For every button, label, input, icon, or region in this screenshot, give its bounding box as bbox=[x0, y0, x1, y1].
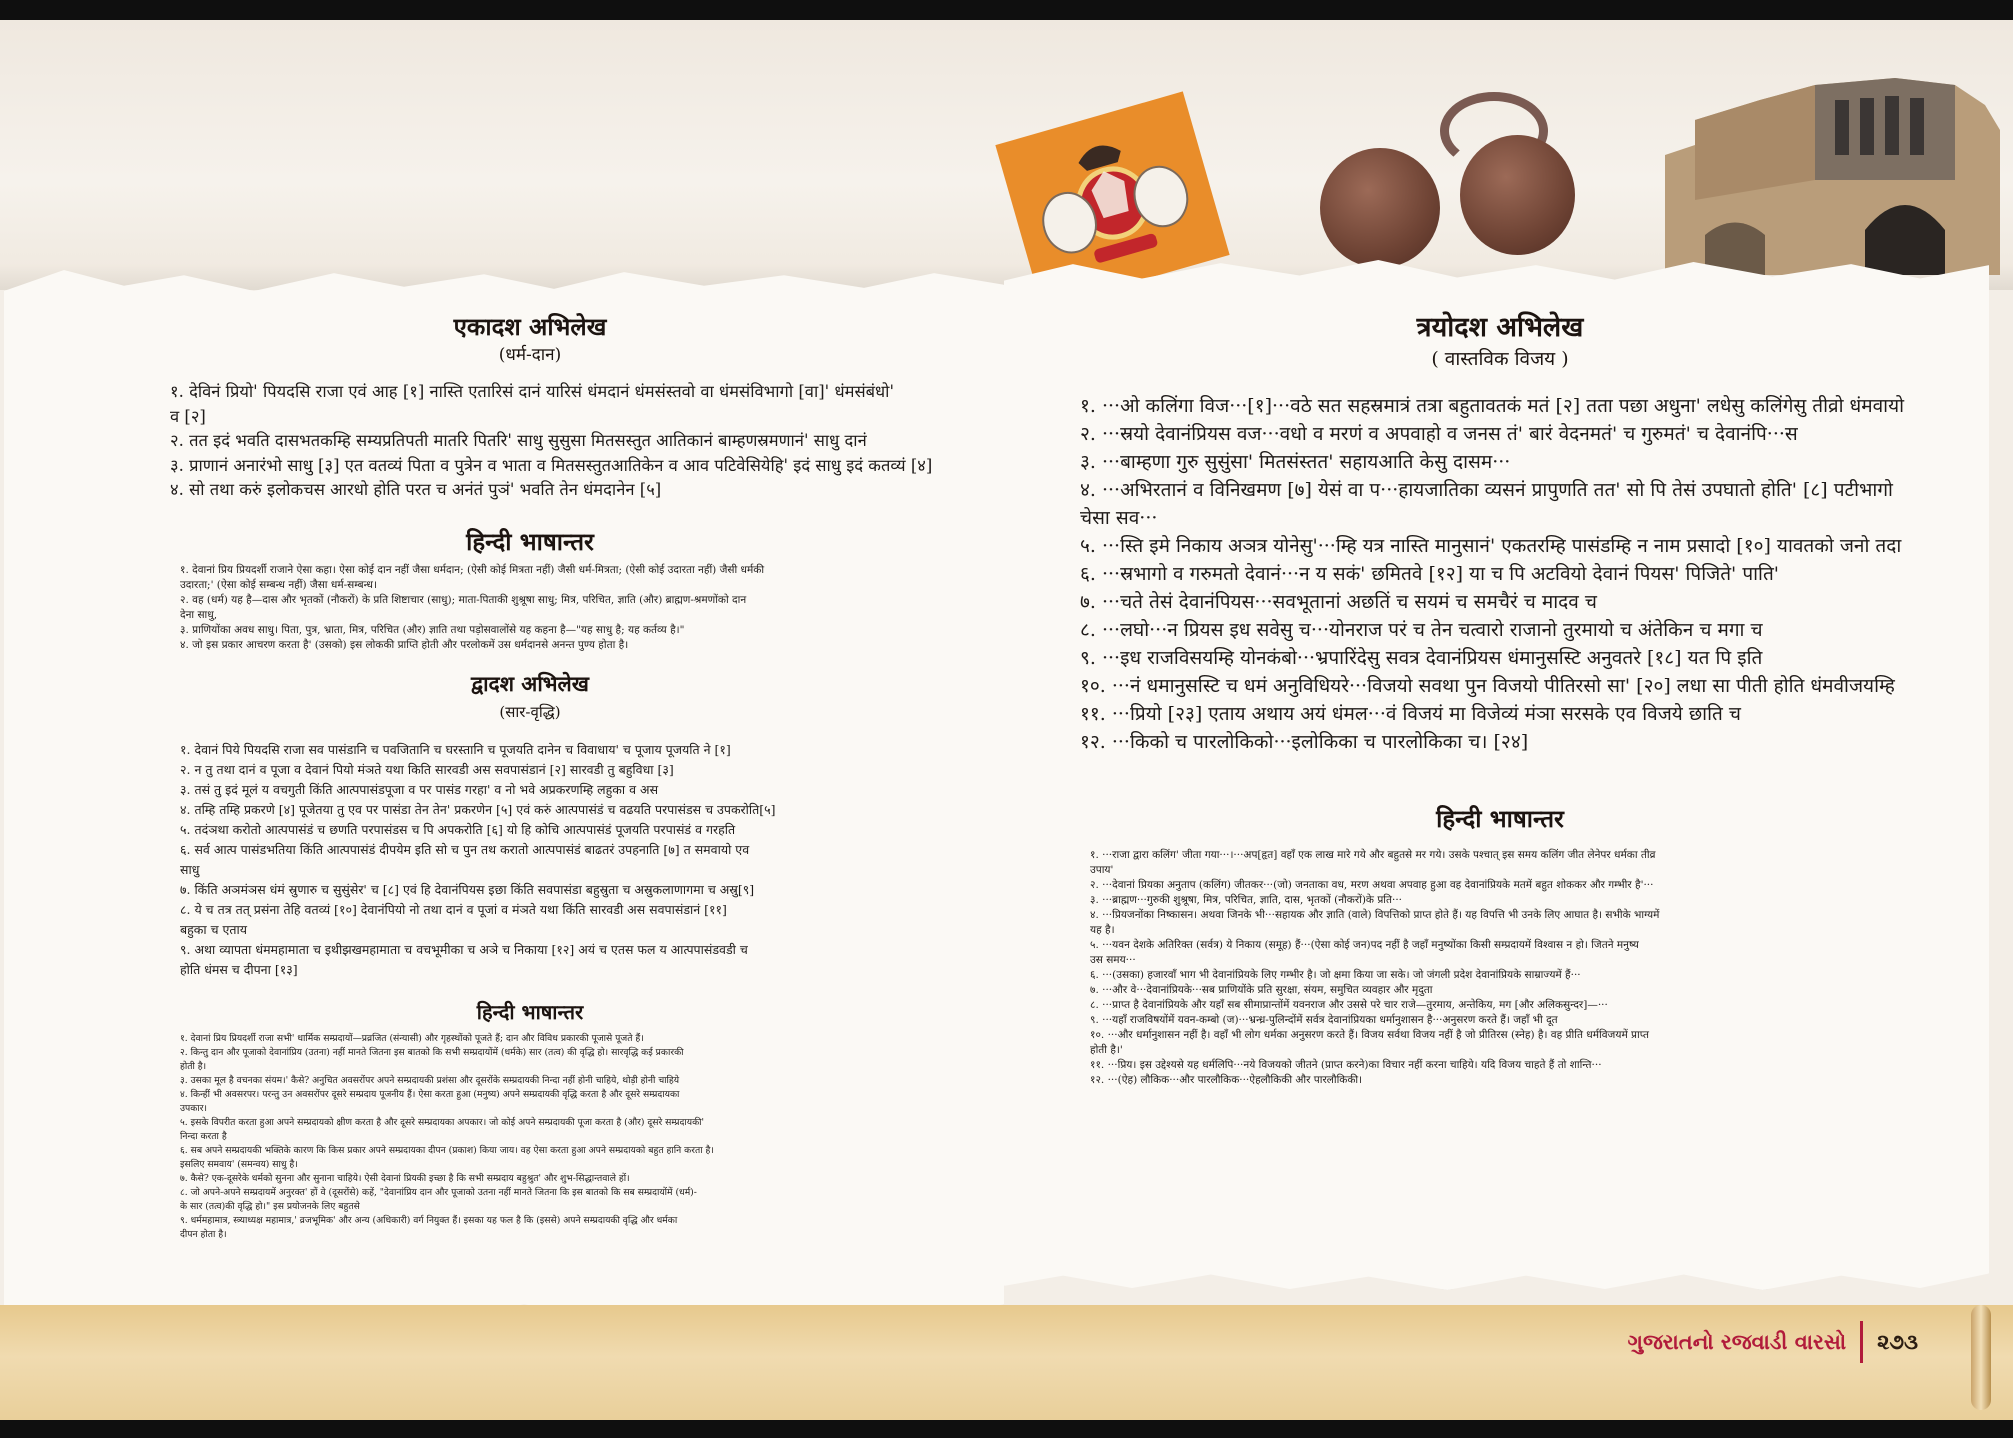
edict-12-heading: द्वादश अभिलेख bbox=[471, 671, 589, 696]
text-line: ३. प्राणानं अनारंभो साधु [३] एत वतव्यं पिता व पुत्रेन व भाता व मितसस्तुतआतिकेन व आव पटिवेसियेहि' इदं साधु इदं कतव्यं [४] bbox=[170, 455, 933, 475]
text-line: २. ···देवानां प्रियका अनुताप (कलिंग) जीतकर···(जो) जनताका वध, मरण अथवा अपवाह हुआ वह देवानांप्रियके मतमें बहुत शोककर और गम्भीर है'··· bbox=[1090, 879, 1654, 891]
text-line: २. किन्तु दान और पूजाको देवानांप्रिय (उतना) नहीं मानते जितना इस बातको कि सभी सम्प्रदायोंमें (धर्मके) सार (तत्व) की वृद्धि हो। सारवृद्धि कई प्रकारकी bbox=[180, 1047, 684, 1058]
text-line: ९. धर्ममहामात्र, स्त्र्याध्यक्ष महामात्र,' व्रजभूमिक' और अन्य (अधिकारी) वर्ग नियुक्त हैं। इसका यह फल है कि (इससे) अपने सम्प्रदायकी वृद्धि और धर्मका bbox=[180, 1215, 678, 1226]
text-line: १२. ···(ऐह) लौकिक···और पारलौकिक···ऐहलौकिकी और पारलौकिकी। bbox=[1090, 1074, 1363, 1086]
text-line: होती है।' bbox=[1090, 1044, 1123, 1056]
text-line: १०. ···नं धमानुसस्टि च धमं अनुविधियरे···विजयो सवथा पुन विजयो पीतिरसो सा' [२०] लधा सा पीती होति धंमवीजयम्हि bbox=[1080, 675, 1895, 697]
text-line: २. न तु तथा दानं व पूजा व देवानं पियो मंञते यथा किति सारवडी अस सवपासंडानं [२] सारवडी तु बहुविधा [३] bbox=[180, 762, 674, 777]
text-line: होति धंमस च दीपना [१३] bbox=[180, 962, 298, 977]
text-line: निन्दा करता है bbox=[180, 1131, 227, 1142]
edict-12-subheading: (सार-वृद्धि) bbox=[499, 703, 561, 721]
edict-11-text bbox=[170, 380, 970, 503]
text-line: १. ···राजा द्वारा कलिंग' जीता गया···।···अप[हृत] वहाँ एक लाख मारे गये और बहुतसे मर गये। उसके पश्चात् इस समय कलिंग जीत लेनेपर धर्मका तीव्र bbox=[1090, 849, 1656, 861]
text-line: १. देवानां प्रिय प्रियदर्शी राजाने ऐसा कहा। ऐसा कोई दान नहीं जैसा धर्मदान; (ऐसी कोई मित्रता नहीं) जैसी धर्म-मित्रता; (ऐसी कोई उदारता नहीं) जैसी धर्मकी bbox=[180, 564, 765, 576]
text-line: उपाय' bbox=[1090, 864, 1114, 876]
text-line: ९. ···यहाँ राजविषयोंमें यवन-कम्बो (ज)···भ्रन्ध्र-पुलिन्दोंमें सर्वत्र देवानांप्रियका धर्मानुशासन है···अनुसरण करते हैं। जहाँ भी दूत bbox=[1090, 1014, 1558, 1026]
text-line: उदारता;' (ऐसा कोई सम्बन्ध नहीं) जैसा धर्म-सम्बन्ध। bbox=[180, 579, 377, 591]
text-line: साधु bbox=[180, 862, 200, 877]
text-line: होती है। bbox=[180, 1061, 207, 1072]
text-line: दीपन होता है। bbox=[180, 1229, 227, 1240]
text-line: ६. सब अपने सम्प्रदायकी भक्तिके कारण कि किस प्रकार अपने सम्प्रदायका दीपन (प्रकाश) किया जाय। वह ऐसा करता हुआ अपने सम्प्रदायको बहुत हानि करता है। bbox=[180, 1145, 714, 1156]
text-line: ४. किन्हीं भी अवसरपर। परन्तु उन अवसरोंपर दूसरे सम्प्रदाय पूजनीय हैं। ऐसा करता हुआ (मनुष्य) अपने सम्प्रदायकी वृद्धि करता है और दूसरे सम्प्रदायका bbox=[180, 1089, 680, 1100]
hindi-translation-1-heading: हिन्दी भाषान्तर bbox=[466, 527, 594, 556]
text-line: ८. जो अपने-अपने सम्प्रदायमें अनुरक्त' हों वे (दूसरोंसे) कहें, "देवानांप्रिय दान और पूजाको उतना नहीं मानते जितना कि इस बातको कि सब सम्प्रदायोंमें (धर्म)- bbox=[180, 1187, 697, 1198]
text-line: ५. तदंञथा करोतो आत्पपासंडं च छणति परपासंडस च पि अपकरोति [६] यो हि कोचि आत्पपासंडं पूजयति परपासंडं व गरहति bbox=[180, 822, 736, 837]
text-line: १. ···ओ कलिंगा विज···[१]···वठे सत सहस्रमात्रं तत्रा बहुतावतकं मतं [२] तता पछा अधुना' लधेसु कलिंगेसु तीव्रो धंमवायो bbox=[1080, 395, 1905, 417]
page-number: ૨૭૩ bbox=[1877, 1329, 1918, 1354]
text-line: ४. ···अभिरतानं व विनिखमण [७] येसं वा प···हायजातिका व्यसनं प्रापुणति तत' सो पि तेसं उपघातो होति' [८] पटीभागो bbox=[1080, 479, 1893, 501]
hindi-translation-3-heading: हिन्दी भाषान्तर bbox=[1436, 804, 1564, 833]
text-line: ७. ···चते तेसं देवानंपियस···सवभूतानां अछतिं च सयमं च समचैरं च मादव च bbox=[1080, 591, 1597, 613]
text-line: ८. ···प्राप्त है देवानांप्रियके और यहाँ सब सीमाप्रान्तोंमें यवनराज और उससे परे चार राजे—तुरमाय, अन्तेकिय, मग [और अलिकसुन्दर]—··· bbox=[1090, 999, 1608, 1011]
scroll-roll-icon bbox=[1971, 1305, 1991, 1410]
text-line: ३. प्राणियोंका अवध साधु। पिता, पुत्र, भ्राता, मित्र, परिचित (और) ज्ञाति तथा पड़ोसवालोंसे यह कहना है—"यह साधु है; यह कर्तव्य है।" bbox=[180, 624, 685, 636]
edict-11-heading: एकादश अभिलेख bbox=[453, 312, 607, 341]
text-line: के सार (तत्व)की वृद्धि हो।" इस प्रयोजनके लिए बहुतसे bbox=[180, 1201, 360, 1212]
text-line: ८. ···लघो···न प्रियस इध सवेसु च···योनराज परं च तेन चत्वारो राजानो तुरमायो च अंतेकिन च मगा च bbox=[1080, 619, 1763, 641]
text-line: यह है। bbox=[1090, 924, 1115, 936]
text-line: ५. ···यवन देशके अतिरिक्त (सर्वत्र) ये निकाय (समूह) हैं···(ऐसा कोई जन)पद नहीं है जहाँ मनुष्योंका किसी सम्प्रदायमें विश्वास न हो। जितने मनुष्य bbox=[1090, 939, 1639, 951]
text-line: ३. ···बाम्हणा गुरु सुसुंसा' मितसंस्तत' सहायआति केसु दासम··· bbox=[1080, 451, 1511, 473]
hindi-translation-2-text bbox=[180, 1032, 970, 1242]
text-line: २. तत इदं भवति दासभतकम्हि सम्यप्रतिपती मातरि पितरि' साधु सुसुसा मितसस्तुत आतिकानं बाम्हणस्रमणानं' साधु दानं bbox=[170, 431, 867, 450]
edict-11-subheading: (धर्म-दान) bbox=[498, 345, 562, 365]
text-line: ४. तम्हि तम्हि प्रकरणे [४] पूजेतया तु एव पर पासंडा तेन तेन' प्रकरणेन [५] एवं करुं आत्पपासंडं च वढयति परपासंडस च उपकरोति[५] bbox=[180, 802, 776, 817]
text-line: १२. ···किको च पारलोकिको···इलोकिका च पारलोकिका च। [२४] bbox=[1080, 731, 1529, 753]
text-line: व [२] bbox=[170, 406, 206, 426]
page-footer bbox=[1628, 1312, 1918, 1372]
text-line: १. देवानां प्रिय प्रियदर्शी राजा सभी' धार्मिक सम्प्रदायों—प्रव्रजित (संन्यासी) और गृहस्थोंको पूजते हैं; दान और विविध प्रकारकी पूजासे पूजते हैं। bbox=[180, 1033, 644, 1044]
text-line: ७. कैसे? एक-दूसरेके धर्मको सुनना और सुनाना चाहिये। ऐसी देवानां प्रियकी इच्छा है कि सभी सम्प्रदाय बहुश्रुत' और शुभ-सिद्धान्तवाले हों। bbox=[180, 1173, 630, 1184]
text-line: ४. सो तथा करुं इलोकचस आरधो होति परत च अनंतं पुञं' भवति तेन धंमदानेन [५] bbox=[170, 480, 662, 499]
text-line: ६. सर्व आत्प पासंडभतिया किंति आत्पपासंडं दीपयेम इति सो च पुन तथ करातो आत्पपासंडं बाढतरं उपहनाति [७] त समवायो एव bbox=[180, 842, 750, 857]
text-line: ११. ···प्रिय। इस उद्देश्यसे यह धर्मलिपि···नये विजयको जीतने (प्राप्त करने)का विचार नहीं करना चाहिये। यदि विजय चाहते हैं तो शान्ति··· bbox=[1090, 1059, 1602, 1071]
text-line: ५. ···स्ति इमे निकाय अञत्र योनेसु'···म्हि यत्र नास्ति मानुसानं' एकतरम्हि पासंडम्हि न नाम प्रसादो [१०] यावतको जनो तदा bbox=[1080, 535, 1902, 557]
edict-13-subheading: ( वास्तविक विजय ) bbox=[1431, 348, 1569, 370]
text-line: देना साधु, bbox=[180, 609, 218, 621]
edict-12-text bbox=[180, 740, 970, 980]
hindi-translation-1-text bbox=[180, 563, 970, 653]
copper-coin-icon bbox=[1460, 135, 1575, 255]
stone-monument-icon bbox=[1665, 60, 2000, 275]
text-line: १. देवानं पिये पियदसि राजा सव पासंडानि च पवजितानि च घरस्तानि च पूजयति दानेन च विवाधाय' च पूजाय पूजयति ने [१] bbox=[180, 742, 731, 757]
hindi-translation-3-text bbox=[1090, 848, 1950, 1088]
text-line: २. वह (धर्म) यह है—दास और भृतकों (नौकरों) के प्रति शिष्टाचार (साधु); माता-पिताकी शुश्रूषा साधु; मित्र, परिचित, ज्ञाति (और) ब्राह्मण-श्रमणोंको दान bbox=[180, 594, 747, 606]
text-line: ६. ···(उसका) हजारवाँ भाग भी देवानांप्रियके लिए गम्भीर है। जो क्षमा किया जा सके। जो जंगली प्रदेश देवानांप्रियके साम्राज्यमें हैं··· bbox=[1090, 969, 1581, 981]
text-line: २. ···स्रयो देवानंप्रियस वज···वधो व मरणं व अपवाहो व जनस तं' बारं वेदनमतं' च गुरुमतं' च देवानंपि···स bbox=[1080, 423, 1798, 445]
text-line: ११. ···प्रियो [२३] एताय अथाय अयं धंमल···वं विजयं मा विजेव्यं मंञा सरसके एव विजये छाति च bbox=[1080, 703, 1741, 725]
text-line: ६. ···स्रभागो व गरुमतो देवानं···न य सकं' छमितवे [१२] या च पि अटवियो देवानं पियस' पिजिते' पाति' bbox=[1080, 563, 1780, 585]
book-spread bbox=[0, 20, 2013, 1420]
book-title: ગુજરાતનો રજવાડી વારસો bbox=[1627, 1329, 1847, 1354]
text-line: ५. इसके विपरीत करता हुआ अपने सम्प्रदायको क्षीण करता है और दूसरे सम्प्रदायका अपकार। जो कोई अपने सम्प्रदायकी पूजा करता है (और) दूसरे सम्प्रदायकी' bbox=[180, 1117, 705, 1128]
text-line: उस समय··· bbox=[1090, 954, 1136, 966]
text-line: ४. ···प्रियजनोंका निष्कासन। अथवा जिनके भी···सहायक और ज्ञाति (वाले) विपत्तिको प्राप्त होते हैं। यह विपत्ति भी उनके लिए आघात है। सभीके भाग्यमें bbox=[1090, 909, 1660, 921]
text-line: ३. तसं तु इदं मूलं य वचगुती किंति आत्पपासंडपूजा व पर पासंड गरहा' व नो भवे अप्रकरणम्हि लहुका व अस bbox=[180, 782, 659, 797]
text-line: ७. ···और वे···देवानांप्रियके···सब प्राणियोंके प्रति सुरक्षा, संयम, समुचित व्यवहार और मृदुता bbox=[1090, 984, 1433, 996]
text-line: चेसा सव··· bbox=[1080, 507, 1158, 529]
text-line: ७. किंति अञमंञस धंमं स्रुणारु च सुसुंसेर' च [८] एवं हि देवानंपियस इछा किंति सवपासंडा बहुस्रुता च अस्रुकलाणागमा च अस्रु[९] bbox=[180, 882, 755, 897]
text-line: १. देविनं प्रियो' पियदसि राजा एवं आह [१] नास्ति एतारिसं दानं यारिसं धंमदानं धंमसंस्तवो वा धंमसंविभागो [वा]' धंमसंबंधो' bbox=[170, 382, 894, 401]
text-line: ३. उसका मूल है वचनका संयम।' कैसे? अनुचित अवसरोंपर अपने सम्प्रदायकी प्रशंसा और दूसरोंके सम्प्रदायकी निन्दा नहीं होनी चाहिये, थोड़ी होनी चाहिये bbox=[180, 1075, 680, 1086]
text-line: ९. ···इध राजविसयम्हि योनकंबो···भ्रपारिंदेसु सवत्र देवानंप्रियस धंमानुसस्टि अनुवतरे [१८] यत पि इति bbox=[1080, 647, 1763, 669]
text-line: उपकार। bbox=[180, 1103, 207, 1114]
text-line: बहुका च एताय bbox=[180, 922, 248, 937]
text-line: ८. ये च तत्र तत् प्रसंना तेहि वतव्यं [१०] देवानंपियो नो तथा दानं व पूजां व मंञते यथा किंति सारवडी अस सवपासंडानं [११] bbox=[180, 902, 727, 917]
text-line: १०. ···और धर्मानुशासन नहीं है। वहाँ भी लोग धर्मका अनुसरण करते हैं। विजय सर्वथा विजय नहीं है जो प्रीतिरस (स्नेह) है। वह प्रीति धर्मविजयमें प्राप्त bbox=[1090, 1029, 1649, 1041]
edict-13-text bbox=[1080, 392, 1960, 756]
text-line: ४. जो इस प्रकार आचरण करता है' (उसको) इस लोककी प्राप्ति होती और परलोकमें उस धर्मदानसे अनन्त पुण्य होता है। bbox=[180, 639, 629, 651]
text-line: ३. ···ब्राह्मण···गुरुकी शुश्रूषा, मित्र, परिचित, ज्ञाति, दास, भृतकों (नौकरों)के प्रति··· bbox=[1090, 894, 1403, 906]
text-line: ९. अथा व्यापता धंममहामाता च इथीझखमहामाता च वचभूमीका च अञे च निकाया [१२] अयं च एतस फल य आत्पपासंडवडी च bbox=[180, 942, 748, 957]
hindi-translation-2-heading: हिन्दी भाषान्तर bbox=[476, 1000, 584, 1024]
text-line: इसलिए समवाय' (समन्वय) साधु है। bbox=[180, 1159, 298, 1170]
edict-13-heading: त्रयोदश अभिलेख bbox=[1416, 312, 1584, 343]
copper-coin-icon bbox=[1320, 148, 1440, 268]
